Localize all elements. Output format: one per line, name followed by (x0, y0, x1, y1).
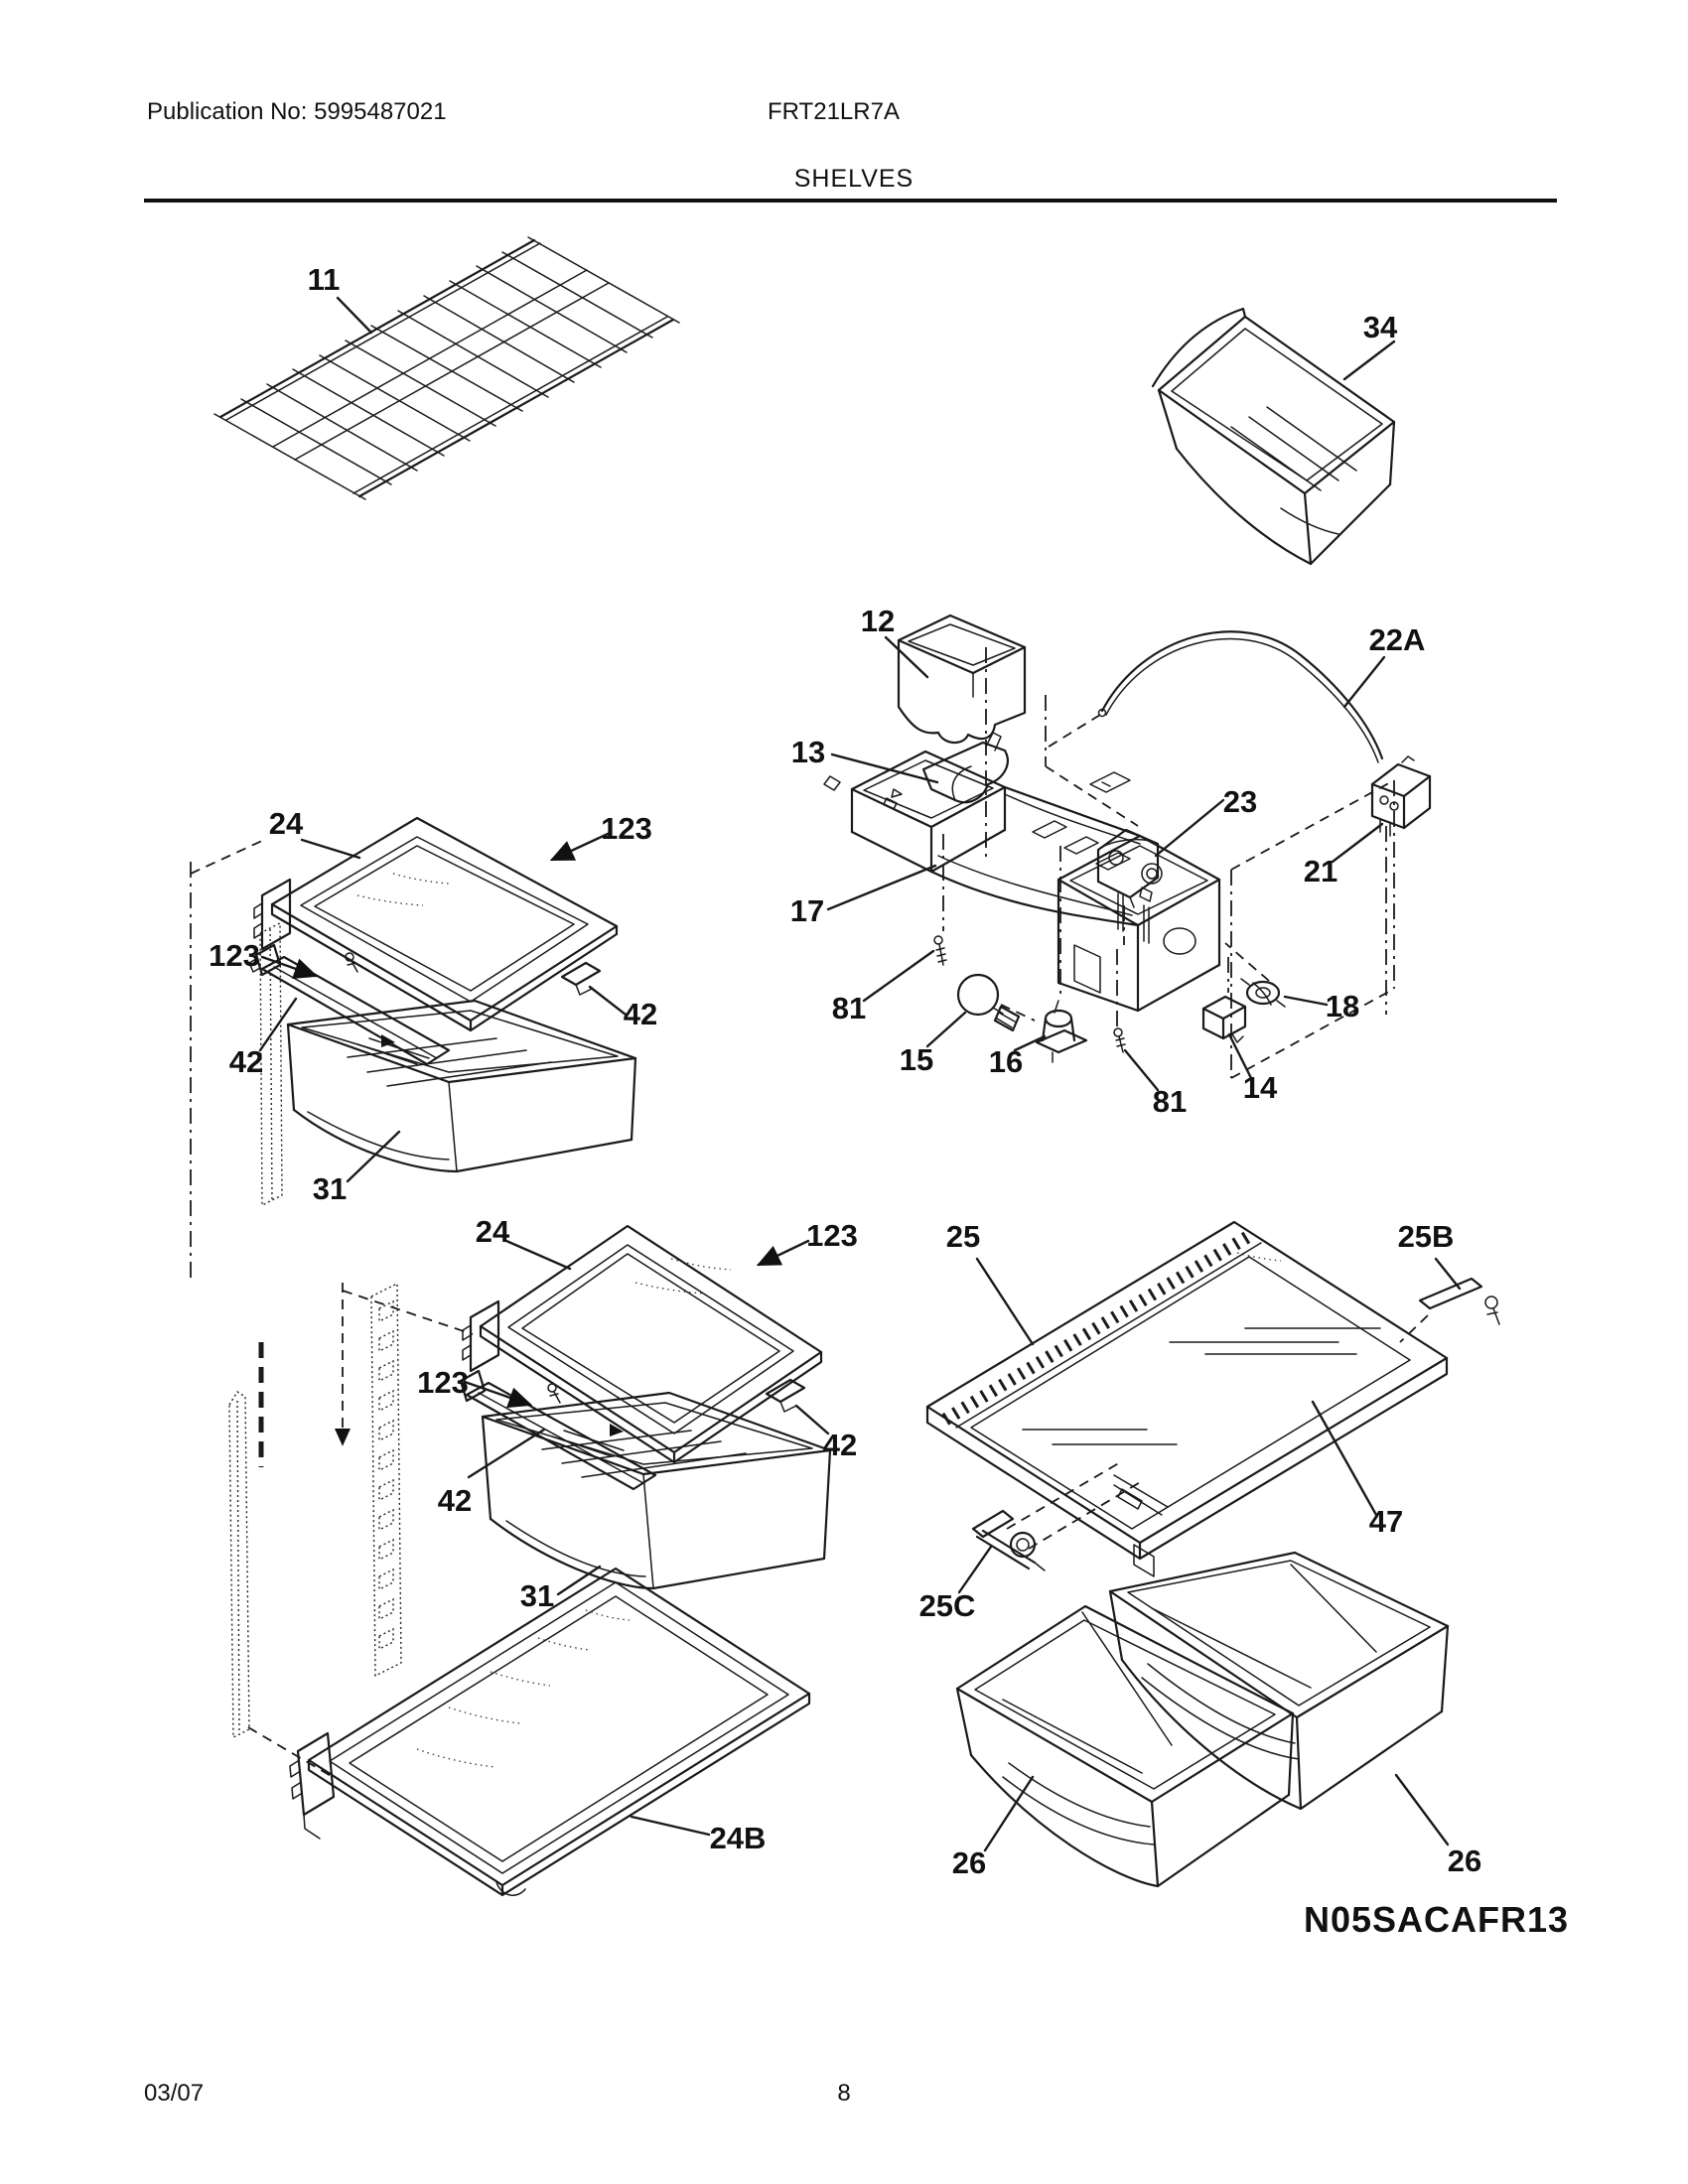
callout-42-ll: 42 (437, 1483, 473, 1518)
diagram-code: N05SACAFR13 (1304, 1899, 1570, 1940)
lamp-socket-16 (1037, 1001, 1086, 1062)
part-12-box (899, 615, 1025, 743)
callout-25: 25 (945, 1219, 981, 1254)
screw-81-right (1114, 1028, 1125, 1052)
pantry-shelf-25 (927, 1222, 1499, 1576)
callout-47: 47 (1368, 1504, 1404, 1539)
leader-lines (260, 298, 1460, 1850)
freezer-basket (1153, 309, 1394, 564)
callout-14: 14 (1242, 1070, 1278, 1105)
callout-24B: 24B (709, 1821, 767, 1855)
callout-25C: 25C (918, 1588, 976, 1623)
callout-13: 13 (790, 735, 826, 769)
footer-page-number: 8 (837, 2080, 851, 2107)
callout-123-lr: 123 (806, 1218, 858, 1253)
callout-123-ul: 123 (209, 938, 260, 973)
wire-harness-22A (1099, 631, 1383, 762)
footer-date: 03/07 (144, 2080, 205, 2107)
page-header (144, 98, 1557, 201)
callout-42-lr: 42 (822, 1428, 858, 1462)
callout-21: 21 (1303, 854, 1338, 888)
callout-26-left: 26 (951, 1845, 987, 1880)
shelf-frame-17 (824, 751, 1219, 1011)
callout-23: 23 (1222, 784, 1258, 819)
callout-42-ul: 42 (228, 1044, 264, 1079)
wire-shelf (214, 237, 679, 499)
callout-25B: 25B (1397, 1219, 1455, 1254)
callout-15: 15 (899, 1042, 934, 1077)
callout-24-lower: 24 (475, 1214, 510, 1249)
crisper-baskets (957, 1553, 1448, 1886)
callout-34: 34 (1362, 310, 1398, 344)
basket-26-left (957, 1606, 1293, 1886)
callout-24-upper: 24 (268, 806, 304, 841)
clip-25B (1400, 1279, 1499, 1342)
callout-31-upper: 31 (312, 1171, 348, 1206)
light-bulb-15 (958, 975, 1019, 1030)
page-footer (144, 2080, 851, 2107)
callout-22A: 22A (1368, 622, 1426, 657)
latch-25C (973, 1461, 1142, 1570)
clip-18 (1241, 979, 1285, 1007)
callout-42-ur: 42 (623, 997, 658, 1031)
callout-26-right: 26 (1447, 1843, 1482, 1878)
clip-14 (1203, 997, 1245, 1042)
callout-labels (209, 262, 1481, 1880)
screw-81-left (934, 936, 946, 965)
basket-26-right (1110, 1553, 1448, 1809)
callout-123-ur: 123 (601, 811, 652, 846)
page-title: SHELVES (793, 165, 914, 193)
callout-16: 16 (988, 1044, 1024, 1079)
ladder-rail (371, 1284, 401, 1676)
model-number: FRT21LR7A (768, 98, 900, 125)
publication-number: Publication No: 5995487021 (147, 98, 447, 125)
glass-shelf-24-upper (254, 818, 617, 1030)
callout-17: 17 (789, 893, 825, 928)
callout-12: 12 (860, 604, 896, 638)
callout-123-ll: 123 (417, 1365, 469, 1400)
callout-81-left: 81 (831, 991, 867, 1025)
callout-18: 18 (1325, 989, 1360, 1024)
shelf-group-lower (343, 1226, 830, 1588)
callout-11: 11 (307, 262, 341, 297)
callout-81-right: 81 (1152, 1084, 1188, 1119)
callout-31-lower: 31 (519, 1578, 555, 1613)
